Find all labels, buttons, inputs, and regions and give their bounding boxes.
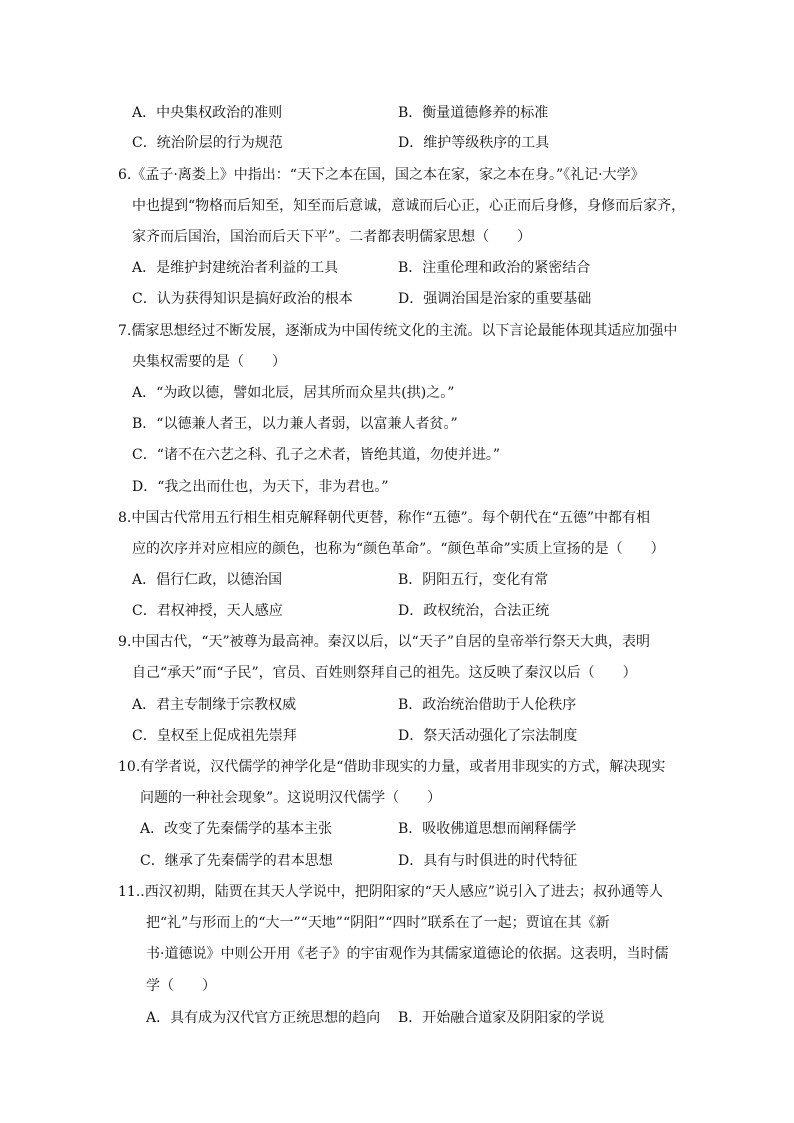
q5-option-a: A．中央集权政治的准则 xyxy=(132,105,283,121)
q6-option-d: D．强调治国是治家的重要基础 xyxy=(398,291,592,307)
q8-stem-line-2: 应的次序并对应相应的颜色，也称为“颜色革命”。“颜色革命”实质上宣扬的是（ ） xyxy=(132,541,665,557)
q9-option-b: B．政治统治借助于人伦秩序 xyxy=(398,697,577,713)
q10-option-a: A．改变了先秦儒学的基本主张 xyxy=(140,821,333,837)
q5-option-b: B．衡量道德修养的标准 xyxy=(398,105,549,121)
q9-option-a: A．君主专制缘于宗教权威 xyxy=(132,697,297,713)
q7-stem-line-2: 央集权需要的是（ ） xyxy=(132,354,286,370)
q9-option-d: D．祭天活动强化了宗法制度 xyxy=(398,728,578,744)
q8-option-b: B．阴阳五行，变化有常 xyxy=(398,572,549,588)
q6-option-b: B．注重伦理和政治的紧密结合 xyxy=(398,260,591,276)
q9-option-c: C．皇权至上促成祖先崇拜 xyxy=(132,728,297,744)
q6-stem-line-2: 中也提到“物格而后知至，知至而后意诚，意诚而后心正，心正而后身修，身修而后家齐， xyxy=(132,198,686,214)
q8-option-c: C．君权神授，天人感应 xyxy=(132,603,283,619)
q5-option-c: C．统治阶层的行为规范 xyxy=(132,135,283,151)
q5-option-d: D．维护等级秩序的工具 xyxy=(398,135,550,151)
q11-stem-line-2: 把“礼”与形而上的“大一”“天地”“阴阳”“四时”联系在了一起；贾谊在其《新 xyxy=(146,915,610,931)
q7-stem-line-1: 7.儒家思想经过不断发展，逐渐成为中国传统文化的主流。以下言论最能体现其适应加强中 xyxy=(118,323,678,339)
q8-option-a: A．倡行仁政，以德治国 xyxy=(132,572,283,588)
q6-stem-line-3: 家齐而后国治，国治而后天下平”。二者都表明儒家思想（ ） xyxy=(132,229,532,245)
q11-option-b: B．开始融合道家及阴阳家的学说 xyxy=(398,1010,605,1026)
q11-stem-line-1: 11..西汉初期，陆贾在其天人学说中，把阴阳家的“天人感应”说引入了进去；叔孙通等人 xyxy=(118,884,664,900)
q7-option-d: D．“我之出而仕也，为天下，非为君也。” xyxy=(132,479,389,495)
q7-option-a: A．“为政以德，譬如北辰，居其所而众星共(拱)之。” xyxy=(132,385,455,401)
q6-stem-line-1: 6.《孟子·离娄上》中指出：“天下之本在国，国之本在家，家之本在身。”《礼记·大学》 xyxy=(118,167,645,183)
q6-option-c: C．认为获得知识是搞好政治的根本 xyxy=(132,291,353,307)
q8-stem-line-1: 8.中国古代常用五行相生相克解释朝代更替，称作“五德”。每个朝代在“五德”中都有相 xyxy=(118,510,650,526)
q8-option-d: D．政权统治，合法正统 xyxy=(398,603,550,619)
q11-stem-line-3: 书·道德说》中则公开用《老子》的宇宙观作为其儒家道德论的依据。这表明，当时儒 xyxy=(146,946,669,962)
q9-stem-line-1: 9.中国古代，“天”被尊为最高神。秦汉以后，以“天子”自居的皇帝举行祭天大典，表明 xyxy=(118,634,650,650)
q10-option-c: C．继承了先秦儒学的君本思想 xyxy=(140,853,333,869)
q10-stem-line-1: 10.有学者说，汉代儒学的神学化是“借助非现实的力量，或者用非现实的方式，解决现实 xyxy=(118,759,666,775)
q10-stem-line-2: 问题的一种社会现象”。这说明汉代儒学（ ） xyxy=(140,790,442,806)
q10-option-b: B．吸收佛道思想而阐释儒学 xyxy=(398,821,577,837)
q7-option-b: B．“以德兼人者王，以力兼人者弱，以富兼人者贫。” xyxy=(132,416,458,432)
q9-stem-line-2: 自己“承天”而“子民”，官员、百姓则祭拜自己的祖先。这反映了秦汉以后（ ） xyxy=(132,665,637,681)
q6-option-a: A．是维护封建统治者利益的工具 xyxy=(132,260,339,276)
q7-option-c: C．“诸不在六艺之科、孔子之术者，皆绝其道，勿使并进。” xyxy=(132,447,501,463)
q11-stem-line-4: 学（ ） xyxy=(146,978,216,994)
q10-option-d: D．具有与时俱进的时代特征 xyxy=(398,853,578,869)
q11-option-a: A．具有成为汉代官方正统思想的趋向 xyxy=(146,1010,381,1026)
